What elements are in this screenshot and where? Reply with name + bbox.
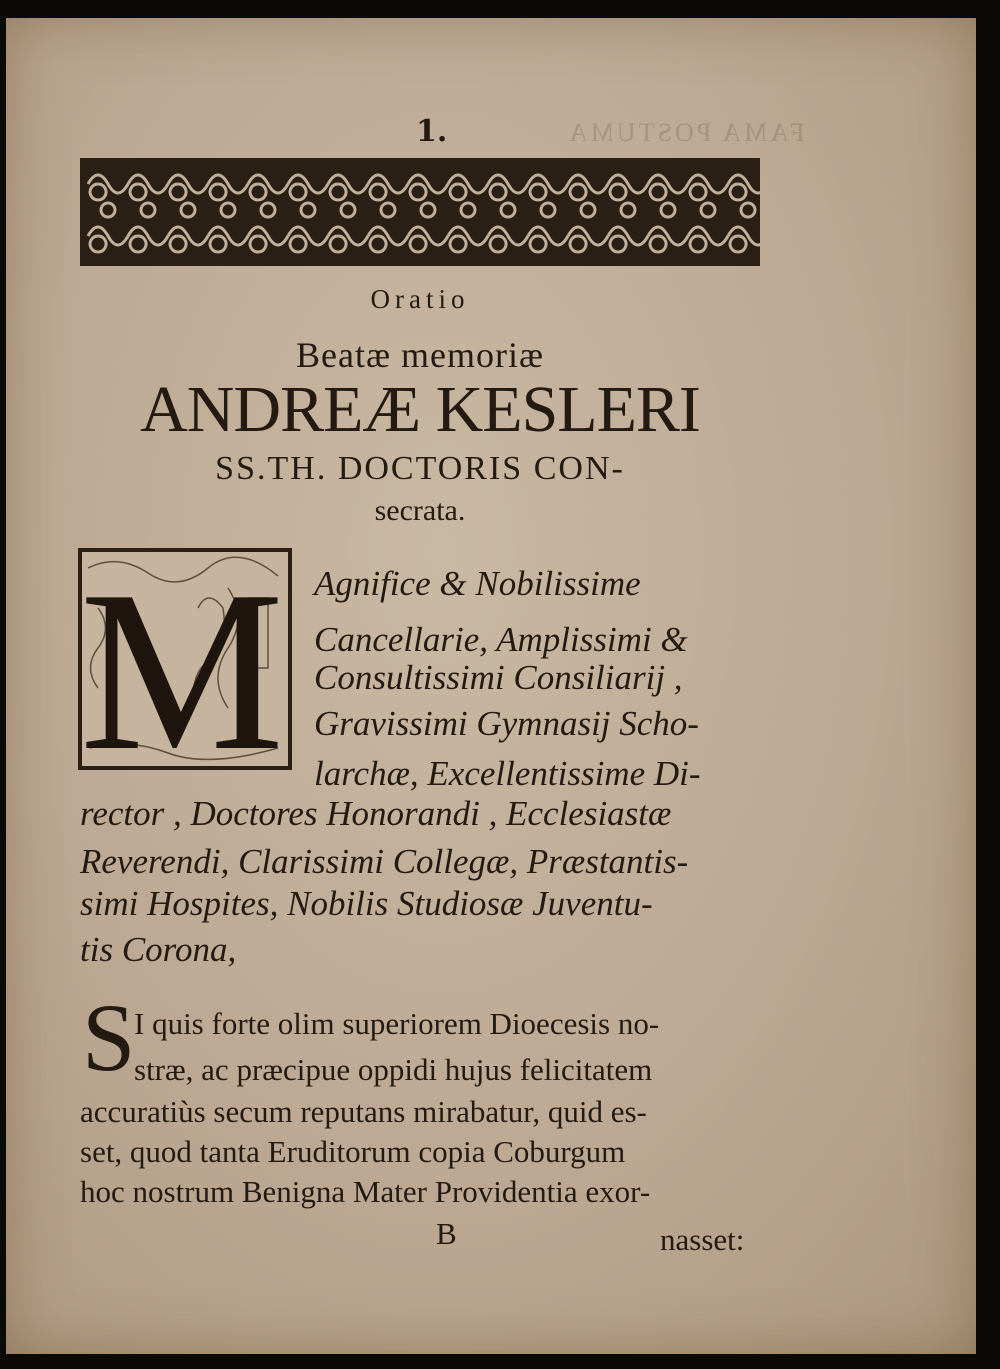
- page-number: 1.: [416, 114, 448, 149]
- dropcap-letter: M: [79, 548, 285, 774]
- salutation-line: Consultissimi Consiliarij ,: [314, 658, 683, 697]
- salutation-line: Gravissimi Gymnasij Scho-: [314, 704, 699, 743]
- book-page: [6, 18, 976, 1354]
- ornamental-headpiece: [80, 158, 760, 266]
- salutation-line: rector , Doctores Honorandi , Ecclesiastæ: [80, 794, 672, 833]
- salutation-line: larchæ, Excellentissime Di-: [314, 754, 701, 793]
- body-line: I quis forte olim superiorem Dioecesis no-: [134, 1006, 660, 1041]
- salutation-line: Cancellarie, Amplissimi &: [314, 620, 688, 659]
- title-doctoris: SS.TH. DOCTORIS CON-: [215, 450, 625, 487]
- salutation-line: simi Hospites, Nobilis Studiosæ Juventu-: [80, 884, 653, 923]
- catchword: nasset:: [660, 1222, 745, 1257]
- decorated-initial: [78, 548, 308, 774]
- salutation-line: Agnifice & Nobilissime: [314, 564, 641, 603]
- body-line: hoc nostrum Benigna Mater Providentia exor-: [80, 1174, 651, 1209]
- body-line: accuratiùs secum reputans mirabatur, quid es-: [80, 1094, 647, 1129]
- show-through-text: FAMA POSTUMA: [566, 118, 805, 147]
- salutation-line: Reverendi, Clarissimi Collegæ, Præstantis-: [80, 842, 689, 881]
- title-consecrata: secrata.: [374, 494, 466, 527]
- salutation-line: tis Corona,: [80, 930, 237, 969]
- title-oratio: Oratio: [370, 284, 470, 314]
- signature-mark: B: [436, 1216, 457, 1251]
- body-line: set, quod tanta Eruditorum copia Coburgum: [80, 1134, 626, 1169]
- body-line: stræ, ac præcipue oppidi hujus felicitatem: [134, 1052, 653, 1087]
- body-initial: S: [82, 984, 136, 1091]
- title-memoria: Beatæ memoriæ: [296, 335, 544, 375]
- title-name: ANDREÆ KESLERI: [140, 373, 700, 446]
